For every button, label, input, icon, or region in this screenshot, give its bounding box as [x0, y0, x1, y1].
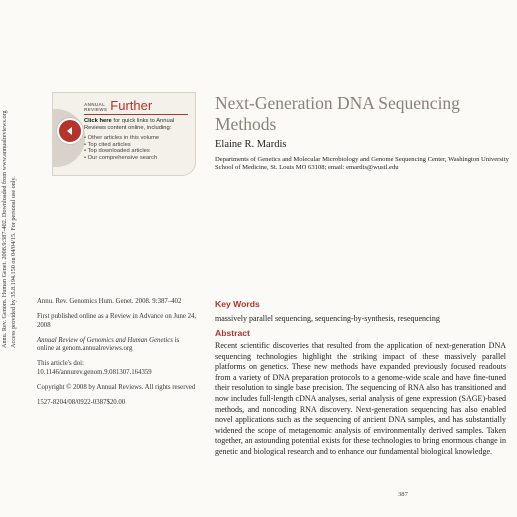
access-margin-note: Access provided by 35.8.194.150 on 04/04/15. For personal use only.	[10, 176, 17, 348]
keywords-heading: Key Words	[215, 299, 260, 309]
further-divider	[84, 114, 188, 115]
logo-further: Further	[110, 98, 153, 113]
further-click-text[interactable]	[84, 118, 192, 132]
logo-reviews: REVIEWS	[84, 107, 108, 112]
click-here-link[interactable]: Click here	[84, 118, 112, 124]
citation: Annu. Rev. Genomics Hum. Genet. 2008. 9:387–402	[37, 298, 182, 305]
further-item[interactable]: • Top downloaded articles	[84, 148, 150, 155]
page-number: 387	[398, 491, 408, 498]
copyright: Copyright © 2008 by Annual Reviews. All rights reserved	[37, 384, 196, 392]
further-content	[84, 100, 192, 161]
author-affiliation: Departments of Genetics and Molecular Microbiology and Genome Sequencing Center, Washington University School of Medicine, St. Louis MO 63108; email: emardis@wustl.edu	[215, 156, 509, 171]
abstract-text: Recent scientific discoveries that resulted from the application of next-generation DNA sequencing technologies highlight the striking impact of these massively parallel platforms on genetics. These new methods have expanded previously focused readouts from a variety of DNA preparation protocols to a genome-wide scale and have fine-tuned their resolution to single base precision. The sequencing of RNA also has transitioned and now includes full-length cDNA analyses, serial analysis of gene expression (SAGE)-based methods, and noncoding RNA discovery. Next-generation sequencing has also enabled novel applications such as the sequencing of ancient DNA samples, and has substantially widened the scope of metagenomic analysis of environmentally derived samples. Taken together, an astounding potential exists for these technologies to bring enormous change in genetic and biological research and to enhance our fundamental biological knowledge.	[215, 341, 506, 456]
further-item[interactable]: • Other articles in this volume	[84, 135, 160, 141]
journal-online	[37, 337, 197, 354]
further-list	[84, 135, 192, 161]
doi: This article's doi: 10.1146/annurev.genom.9.081307.164359	[37, 360, 152, 376]
first-published: First published online as a Review in Advance on June 24, 2008	[37, 313, 197, 329]
journal-name: Annual Review of Genomics and Human Genetics	[37, 336, 173, 344]
article-info-column	[37, 298, 197, 415]
issn: 1527-8204/08/0922-0387$20.00	[37, 399, 126, 407]
further-item[interactable]: • Top cited articles	[84, 141, 131, 148]
abstract-heading: Abstract	[215, 328, 250, 338]
journal-url-text: is online at genom.annualreviews.org	[37, 336, 180, 353]
click-here-description: for quick links to Annual Reviews content online, including:	[84, 118, 175, 131]
keywords-text: massively parallel sequencing, sequencing-by-synthesis, resequencing	[215, 314, 440, 323]
author-name: Elaine R. Mardis	[215, 139, 287, 150]
further-item[interactable]: • Our comprehensive search	[84, 154, 158, 161]
download-margin-note: Annu. Rev. Genom. Human Genet. 2008.9:387-402. Downloaded from www.annualreviews.org	[1, 110, 8, 348]
annual-reviews-logo	[84, 100, 192, 112]
further-link-button[interactable]	[57, 118, 83, 144]
logo-annual: ANNUAL	[84, 102, 106, 107]
article-title: Next-Generation DNA Sequencing Methods	[215, 93, 460, 134]
play-arrow-icon	[65, 126, 75, 136]
